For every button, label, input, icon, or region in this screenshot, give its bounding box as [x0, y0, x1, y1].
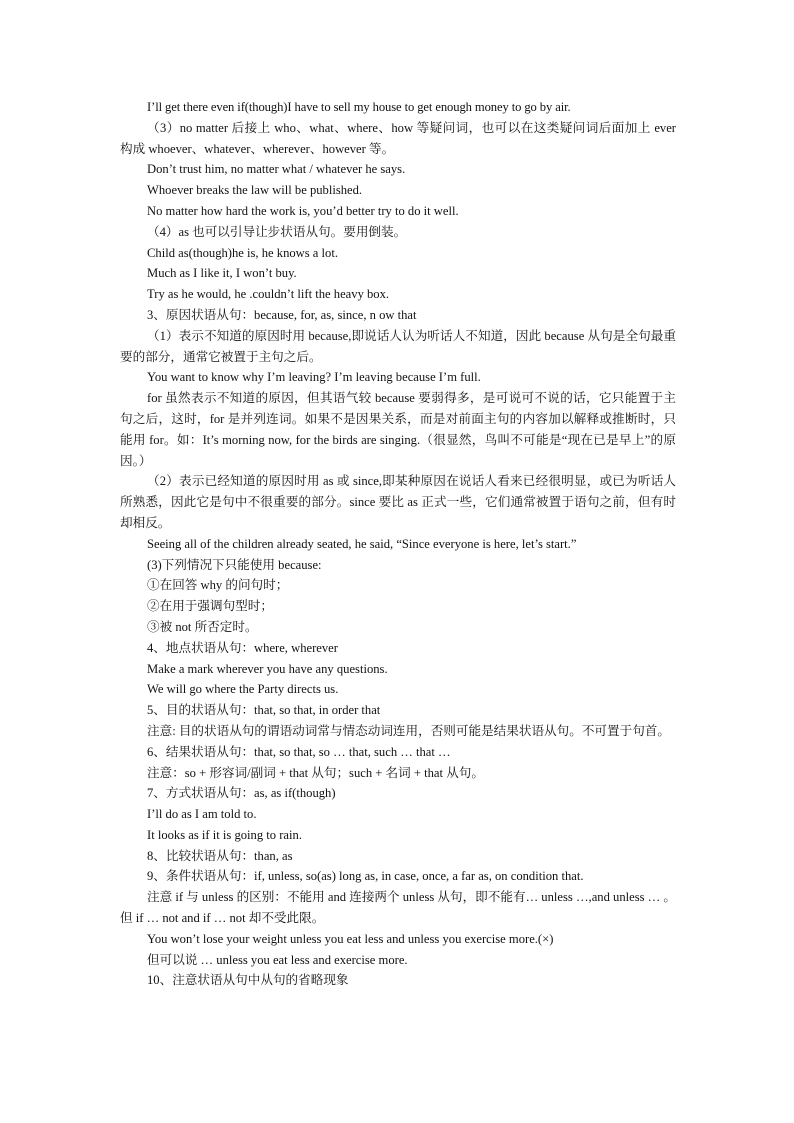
paragraph-11: （1）表示不知道的原因时用 because,即说话人认为听话人不知道，因此 because 从句是全句最重要的部分，通常它被置于主句之后。 — [120, 328, 676, 364]
paragraph-29: It looks as if it is going to rain. — [147, 827, 302, 842]
list-item-3: ③被 not 所否定时。 — [147, 619, 258, 634]
section-heading-4: 4、地点状语从句：where, wherever — [147, 640, 338, 655]
paragraph-33: You won’t lose your weight unless you eat less and unless you exercise more.(×) — [147, 931, 554, 946]
paragraph-28: I’ll do as I am told to. — [147, 807, 257, 822]
list-item-2: ②在用于强调句型时； — [147, 599, 273, 614]
paragraph-5: No matter how hard the work is, you’d better try to do it well. — [147, 203, 459, 218]
paragraph-16: (3)下列情况下只能使用 because: — [147, 557, 322, 572]
section-heading-6: 6、结果状语从句：that, so that, so … that, such … that … — [147, 744, 451, 759]
section-heading-9: 9、条件状语从句：if, unless, so(as) long as, in case, once, a far as, on condition that. — [147, 869, 584, 884]
paragraph-13: for 虽然表示不知道的原因，但其语气较 because 要弱得多，是可说可不说的话，它只能置于主句之后，这时，for 是并列连词。如果不是因果关系，而是对前面主句的内容加以解释或推断时，只能用 for。如：It’s morning now, for the birds are singing.（很显然，鸟叫不可能是“现在已是早上”的原因。） — [120, 391, 676, 468]
paragraph-32: 注意 if 与 unless 的区别：不能用 and 连接两个 unless 从句，即不能有… unless …,and unless … 。但 if … not and if … not 却不受此限。 — [120, 890, 676, 926]
paragraph-4: Whoever breaks the law will be published. — [147, 183, 363, 198]
paragraph-21: Make a mark wherever you have any questions. — [147, 661, 388, 676]
section-heading-8: 8、比较状语从句：than, as — [147, 848, 293, 863]
paragraph-3: Don’t trust him, no matter what / whatever he says. — [147, 162, 406, 177]
paragraph-9: Try as he would, he .couldn’t lift the heavy box. — [147, 287, 390, 302]
paragraph-22: We will go where the Party directs us. — [147, 682, 339, 697]
section-heading-3: 3、原因状语从句：because, for, as, since, n ow that — [147, 307, 417, 322]
paragraph-34: 但可以说 … unless you eat less and exercise more. — [147, 952, 408, 967]
paragraph-24: 注意: 目的状语从句的谓语动词常与情态动词连用，否则可能是结果状语从句。不可置于句首。 — [147, 723, 670, 738]
paragraph-26: 注意：so + 形容词/副词 + that 从句；such + 名词 + that 从句。 — [147, 765, 484, 780]
paragraph-1: I’ll get there even if(though)I have to sell my house to get enough money to go by air. — [147, 100, 571, 114]
section-heading-5: 5、目的状语从句：that, so that, in order that — [147, 703, 381, 718]
document-page — [120, 97, 676, 991]
paragraph-15: Seeing all of the children already seated, he said, “Since everyone is here, let’s start.” — [147, 536, 577, 551]
paragraph-14: （2）表示已经知道的原因时用 as 或 since,即某种原因在说话人看来已经很明显，或已为听话人所熟悉，因此它是句中不很重要的部分。since 要比 as 正式一些，它们通常被置于语句之前，但有时却相反。 — [120, 474, 676, 530]
paragraph-6: （4）as 也可以引导让步状语从句。要用倒装。 — [147, 224, 407, 239]
section-heading-10: 10、注意状语从句中从句的省略现象 — [147, 973, 349, 988]
paragraph-7: Child as(though)he is, he knows a lot. — [147, 245, 338, 260]
paragraph-12: You want to know why I’m leaving? I’m leaving because I’m full. — [147, 370, 481, 385]
paragraph-2: （3）no matter 后接上 who、what、where、how 等疑问词，也可以在这类疑问词后面加上 ever 构成 whoever、whatever、wherever、however 等。 — [120, 120, 676, 156]
section-heading-7: 7、方式状语从句：as, as if(though) — [147, 786, 336, 801]
paragraph-8: Much as I like it, I won’t buy. — [147, 266, 297, 281]
list-item-1: ①在回答 why 的问句时； — [147, 578, 289, 593]
